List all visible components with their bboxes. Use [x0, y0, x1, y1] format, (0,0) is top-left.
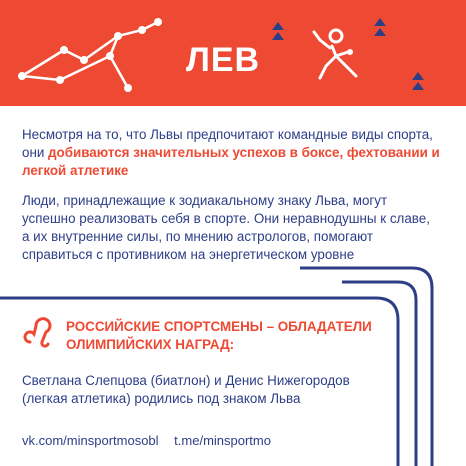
- olympians-text: Светлана Слепцова (биатлон) и Денис Нижегородов (легкая атлетика) родились под знаком Льва: [22, 373, 350, 406]
- body-text: Люди, принадлежащие к зодиакальному знаку Льва, могут успешно реализовать себя в спорте. Они неравнодушны к славе, а их внутренние силы, по мнению астрологов, помогают справиться с противником на энергетическом уровне: [22, 193, 430, 262]
- intro-text: Несмотря на то, что Львы предпочитают командные виды спорта, они: [22, 127, 433, 160]
- olympians-paragraph: [22, 372, 362, 408]
- leo-zodiac-icon: [22, 316, 54, 350]
- telegram-link[interactable]: t.me/minsportmo: [174, 433, 271, 448]
- vk-link[interactable]: vk.com/minsportmosobl: [22, 433, 159, 448]
- page-title: ЛЕВ: [186, 41, 261, 79]
- olympians-heading: РОССИЙСКИЕ СПОРТСМЕНЫ – ОБЛАДАТЕЛИ ОЛИМПИЙСКИХ НАГРАД:: [66, 319, 372, 352]
- intro-highlight: добиваются значительных успехов в боксе, фехтовании и легкой атлетике: [22, 145, 440, 178]
- footer-links: [22, 432, 283, 450]
